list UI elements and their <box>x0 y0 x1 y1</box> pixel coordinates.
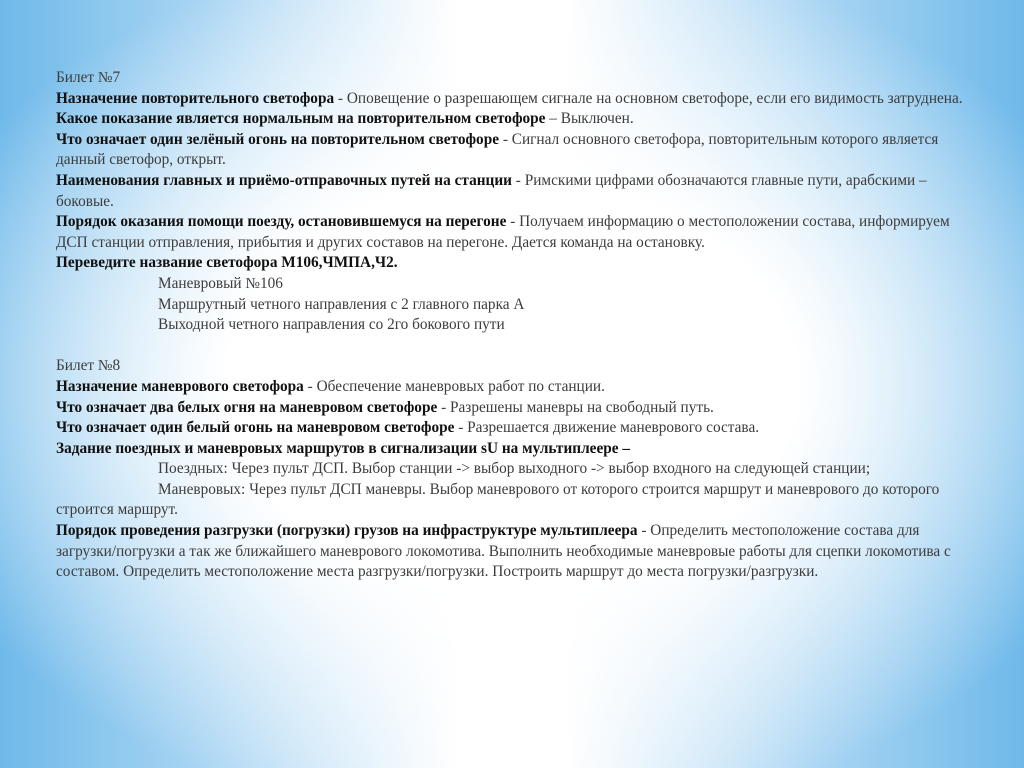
ticket-7-item-1 <box>56 89 968 110</box>
ticket-7-item-2 <box>56 109 968 130</box>
ticket-7-title: Билет №7 <box>56 69 121 86</box>
question: Наименования главных и приёмо-отправочных путей на станции <box>56 171 512 189</box>
ticket-7-item-5 <box>56 212 968 253</box>
ticket-7-translate-heading: Переведите название светофора М106,ЧМПА,Ч2. <box>56 254 398 272</box>
question: Что означает один белый огонь на маневровом светофоре <box>56 419 455 437</box>
routes-shunt: Маневровых: Через пульт ДСП маневры. Выбор маневрового от которого строится маршрут и маневрового до которого строится маршрут. <box>56 480 940 519</box>
question: Что означает один зелёный огонь на повторительном светофоре <box>56 130 499 148</box>
question: Порядок оказания помощи поезду, остановившемуся на перегоне <box>56 213 507 231</box>
question: Порядок проведения разгрузки (погрузки) грузов на инфраструктуре мультиплеера <box>56 522 638 540</box>
question: Назначение повторительного светофора <box>56 89 335 107</box>
answer: – Выключен. <box>545 110 634 128</box>
ticket-8-unload <box>56 521 968 583</box>
answer: - Обеспечение маневровых работ по станции. <box>303 377 605 395</box>
question: Какое показание является нормальным на повторительном светофоре <box>56 110 546 128</box>
ticket-8-routes-heading: Задание поездных и маневровых маршрутов в сигнализации sU на мультиплеере – <box>56 439 631 457</box>
ticket-7-item-4 <box>56 171 968 212</box>
answer: - Оповещение о разрешающем сигнале на основном светофоре, если его видимость затруднена. <box>334 89 963 107</box>
answer: - Сигнал основного светофора, повторительным которого является данный светофор, открыт. <box>56 130 939 169</box>
ticket-8-title: Билет №8 <box>56 357 121 375</box>
answer: - Римскими цифрами обозначаются главные пути, арабскими – боковые. <box>56 171 927 210</box>
document-body <box>56 68 968 583</box>
answer: - Определить местоположение состава для загрузки/погрузки а так же ближайшего маневрового локомотива. Выполнить необходимые маневровые работы для сцепки локомотива с составом. Определить местоположение места разгрузки/погрузки. Построить маршрут до места погрузки/разгрузки. <box>56 522 951 581</box>
ticket-7-item-3 <box>56 130 968 171</box>
routes-train: Поездных: Через пульт ДСП. Выбор станции -> выбор выходного -> выбор входного на следующей станции; <box>158 460 871 478</box>
translate-line: Маршрутный четного направления с 2 главного парка А <box>158 295 525 313</box>
question: Что означает два белых огня на маневровом светофоре <box>56 398 438 416</box>
question: Назначение маневрового светофора <box>56 377 304 395</box>
answer: - Получаем информацию о местоположении состава, информируем ДСП станции отправления, прибытия и других составов на перегоне. Дается команда на остановку. <box>56 213 950 251</box>
ticket-8-item-3 <box>56 418 968 439</box>
ticket-8-item-1 <box>56 377 968 398</box>
answer: - Разрешается движение маневрового состава. <box>454 419 760 437</box>
translate-line: Маневровый №106 <box>158 274 283 292</box>
ticket-8-item-2 <box>56 398 968 419</box>
answer: - Разрешены маневры на свободный путь. <box>437 398 714 416</box>
spacer <box>56 336 968 357</box>
translate-line: Выходной четного направления со 2го бокового пути <box>158 316 505 334</box>
